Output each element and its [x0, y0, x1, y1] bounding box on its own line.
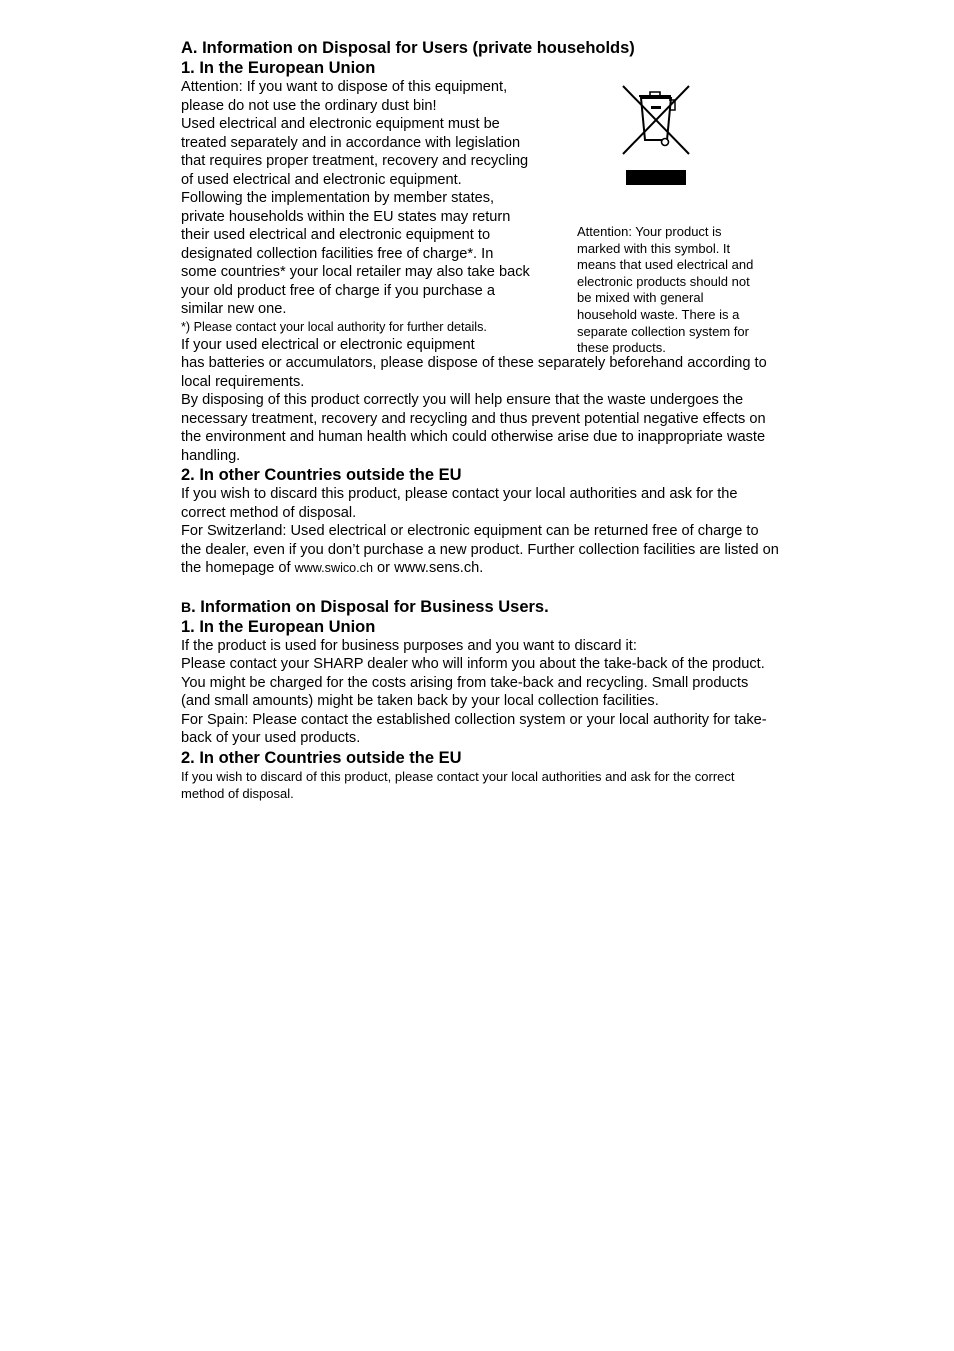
section-b-other-heading: 2. In other Countries outside the EU [181, 748, 462, 767]
weee-bar [626, 170, 686, 185]
switzerland-paragraph [181, 522, 781, 578]
section-gap [181, 578, 781, 597]
sens-link[interactable]: www.sens.ch. [394, 560, 484, 576]
batteries-line-1: If your used electrical or electronic equipment [181, 336, 475, 353]
business-paragraph-spain: For Spain: Please contact the established collection system or your local authority for take-back of your used products. [181, 711, 767, 746]
section-a-other-paragraph: If you wish to discard this product, please contact your local authorities and ask for the correct method of disposal. [181, 486, 738, 521]
symbol-sidebar [577, 82, 757, 357]
eu-paragraph-attention: Attention: If you want to dispose of this equipment, please do not use the ordinary dust bin! [181, 79, 508, 114]
eu-paragraph-treatment: Used electrical and electronic equipment must be treated separately and in accordance with legislation that requires proper treatment, recovery and recycling of used electrical and electronic equipment. [181, 116, 529, 188]
batteries-paragraph: has batteries or accumulators, please dispose of these separately beforehand according to local requirements. [181, 355, 767, 390]
section-a-title: A. Information on Disposal for Users (private households) [181, 39, 635, 57]
disposing-paragraph: By disposing of this product correctly you will help ensure that the waste undergoes the necessary treatment, recovery and recycling and thus prevent potential negative effects on the environment and human health which could otherwise arise due to inappropriate waste handling. [181, 392, 766, 464]
section-b-other-paragraph: If you wish to discard of this product, please contact your local authorities and ask for the correct method of disposal. [181, 768, 735, 801]
swico-link[interactable]: www.swico.ch [294, 561, 373, 575]
section-a-other-heading: 2. In other Countries outside the EU [181, 466, 462, 484]
switzerland-text: For Switzerland: Used electrical or electronic equipment can be returned free of charge to the dealer, even if you don’t purchase a new product. Further collection facilities are listed on the homepage of [181, 523, 779, 576]
section-b-title [181, 597, 781, 617]
section-b-letter: B [181, 598, 192, 615]
symbol-note: Attention: Your product is marked with this symbol. It means that used electrical and electronic products should not be mixed with general household waste. There is a separate collection system for these products. [577, 224, 754, 356]
eu-paragraph-implementation: Following the implementation by member states, private households within the EU states may return their used electrical and electronic equipment to designated collection facilities free of charge*. In some countries* your local retailer may also take back your old product free of charge if you purchase a similar new one. [181, 190, 530, 317]
switzerland-or: or [372, 560, 395, 576]
section-b-title-rest: . Information on Disposal for Business Users. [191, 597, 549, 616]
business-paragraph-purpose: If the product is used for business purposes and you want to discard it: [181, 637, 637, 654]
business-paragraph-dealer: Please contact your SHARP dealer who will inform you about the take-back of the product. You might be charged for the costs arising from take-back and recycling. Small products (and small amounts) might be taken back by your local collection facilities. [181, 656, 765, 709]
section-a-eu-block [181, 78, 533, 354]
weee-symbol [577, 82, 757, 186]
crossed-out-wheelie-bin-icon [619, 82, 693, 158]
section-a-eu-heading: 1. In the European Union [181, 59, 376, 77]
section-b-eu-heading: 1. In the European Union [181, 617, 376, 636]
footnote: *) Please contact your local authority for further details. [181, 319, 487, 334]
